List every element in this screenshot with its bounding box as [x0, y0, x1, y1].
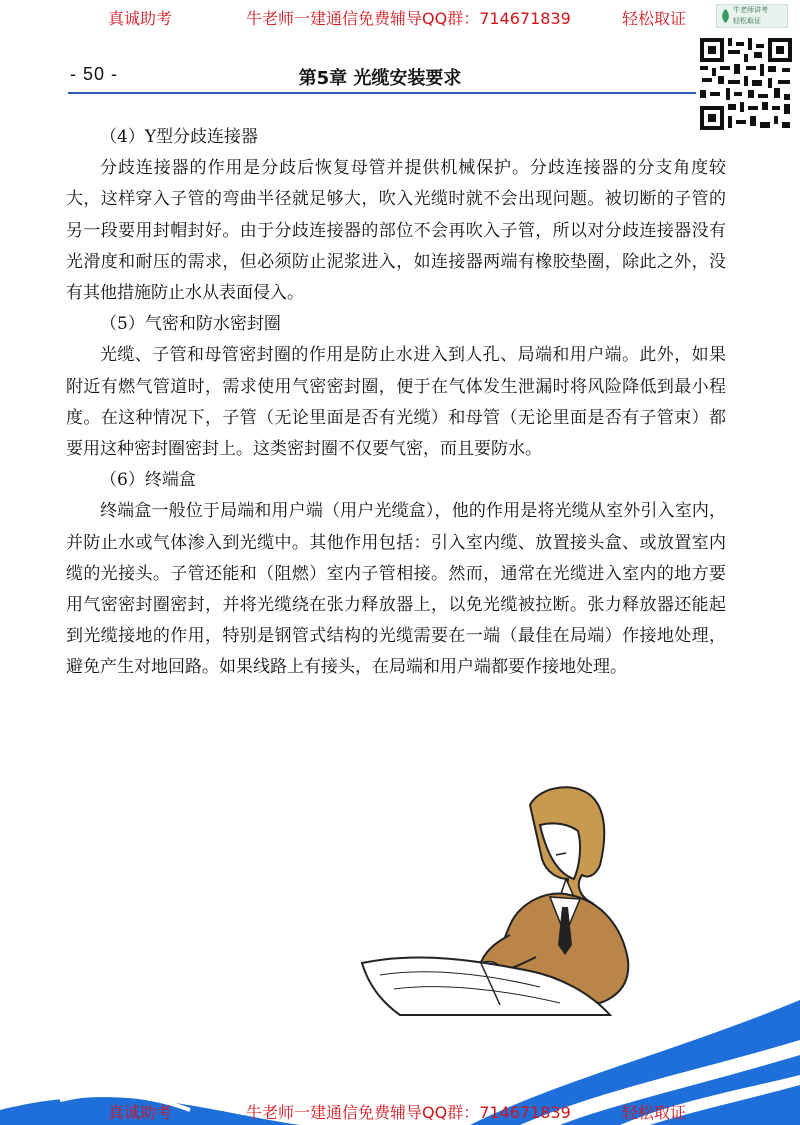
- footer-right-text: 轻松取证: [622, 1103, 687, 1122]
- header-divider: [68, 92, 696, 94]
- qr-code: [698, 36, 794, 132]
- footer-left-text: 真诚助考: [108, 1103, 173, 1122]
- section-4-heading: （4）Y型分歧连接器: [100, 127, 259, 147]
- woman-reading-illustration: [360, 775, 660, 1020]
- section-5-paragraph: 光缆、子管和母管密封圈的作用是防止水进入到人孔、局端和用户端。此外，如果附近有燃气管道时，需求使用气密密封圈，便于在气体发生泄漏时将风险降低到最小程度。在这种情况下，子管（无论里面是否有光缆）和母管（无论里面是否有子管束）都要用这种密封圈密封上。这类密封圈不仅要气密，而且要防水。: [66, 345, 726, 460]
- page-number: - 50 -: [70, 64, 119, 84]
- brand-logo: [716, 4, 788, 28]
- section-4-paragraph: 分歧连接器的作用是分歧后恢复母管并提供机械保护。分歧连接器的分支角度较大，这样穿入子管的弯曲半径就足够大，吹入光缆时就不会出现问题。被切断的子管的另一段要用封帽封好。由于分歧连接器的部位不会再吹入子管，所以对分歧连接器没有光滑度和耐压的需求，但必须防止泥浆进入，如连接器两端有橡胶垫圈，除此之外，没有其他措施防止水从表面侵入。: [66, 158, 726, 304]
- chapter-title: 第5章 光缆安装要求: [298, 68, 462, 89]
- banner-center-text: 牛老师一建通信免费辅导QQ群：714671839: [246, 9, 571, 28]
- section-6-paragraph: 终端盒一般位于局端和用户端（用户光缆盒），他的作用是将光缆从室外引入室内，并防止水或气体渗入到光缆中。其他作用包括：引入室内缆、放置接头盒、或放置室内缆的光接头。子管还能和（阻燃）室内子管相接。然而，通常在光缆进入室内的地方要用气密密封圈密封，并将光缆绕在张力释放器上，以免光缆被拉断。张力释放器还能起到光缆接地的作用，特别是钢管式结构的光缆需要在一端（最佳在局端）作接地处理，避免产生对地回路。如果线路上有接头，在局端和用户端都要作接地处理。: [66, 501, 726, 678]
- section-5-heading: （5）气密和防水密封圈: [100, 314, 281, 335]
- banner-left-text: 真诚助考: [108, 9, 173, 28]
- logo-line-1: 牛老师讲考: [733, 6, 768, 14]
- leaf-icon: [720, 9, 731, 23]
- page-body: [66, 122, 726, 684]
- banner-right-text: 轻松取证: [622, 9, 687, 28]
- footer-center-text: 牛老师一建通信免费辅导QQ群：714671839: [246, 1103, 571, 1122]
- logo-line-2: 轻松取证: [733, 17, 761, 25]
- section-6-heading: （6）终端盒: [100, 470, 196, 491]
